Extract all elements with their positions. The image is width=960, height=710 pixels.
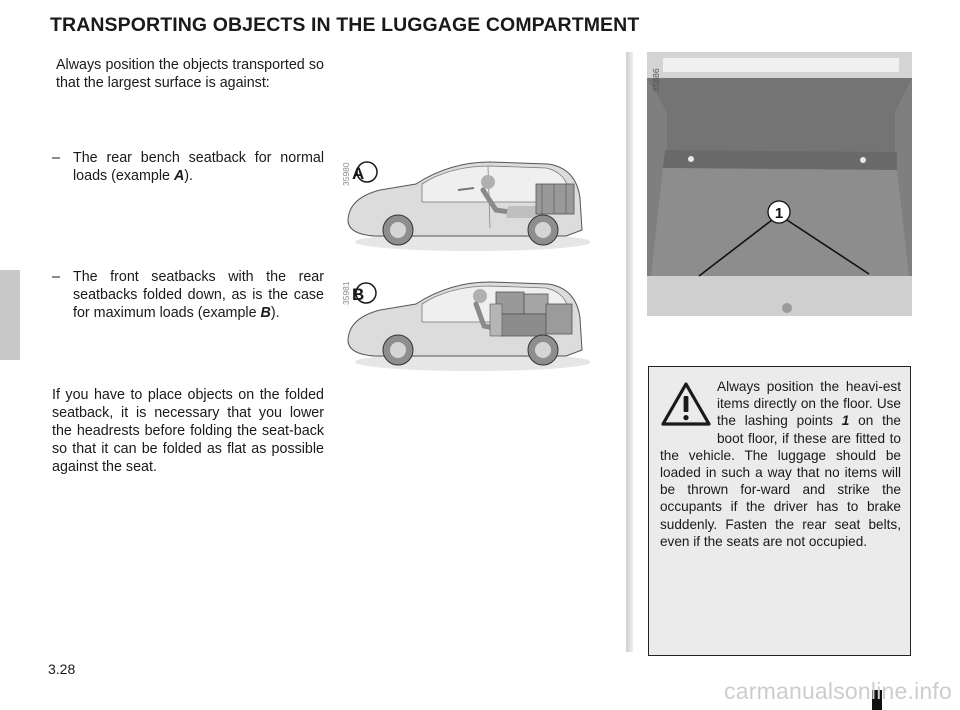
page-title: TRANSPORTING OBJECTS IN THE LUGGAGE COMPARTMENT xyxy=(50,14,640,36)
list-dash: – xyxy=(52,269,60,285)
column-divider xyxy=(626,52,633,652)
list-dash: – xyxy=(52,150,60,166)
lashing-point-ref: 1 xyxy=(841,413,850,429)
example-ref-a: A xyxy=(173,168,185,184)
example-ref-b: B xyxy=(260,305,271,321)
list-item-text: The front seatbacks with the rear seatbacks folded down, as is the case for maximum loads (example B). xyxy=(73,269,324,321)
figure-code-b: 35981 xyxy=(341,281,351,305)
car-illustration-a xyxy=(338,150,590,255)
figure-label-b: B xyxy=(352,285,365,304)
luggage-compartment-photo xyxy=(647,52,912,316)
warning-text: Always position the heavi-est items directly on the floor. Use the lashing points 1 on the boot floor, if these are fitted to the vehicle. The luggage should be loaded in such a way that no items will be thrown for-ward and strike the occupants if the driver has to brake suddenly. Fasten the rear seat belts, even if the seats are not occupied. xyxy=(660,379,901,549)
page-number: 3.28 xyxy=(48,661,76,677)
figure-code-a: 35980 xyxy=(341,162,351,186)
callout-1: 1 xyxy=(774,205,784,222)
watermark: carmanualsonline.info xyxy=(724,678,952,704)
intro-paragraph: Always position the objects transported so that the largest surface is against: xyxy=(56,57,324,91)
section-tab xyxy=(0,270,20,360)
list-item-text: The rear bench seatback for normal loads (example A). xyxy=(73,150,324,184)
list-item-a xyxy=(52,149,324,185)
figure-label-a: A xyxy=(352,164,365,183)
car-illustration-b xyxy=(338,270,590,375)
warning-box xyxy=(648,366,911,656)
figure-code-boot: 35886 xyxy=(651,68,661,92)
folded-seat-paragraph: If you have to place objects on the folded seatback, it is necessary that you lower the headrests before folding the seat-back so that it can be folded as flat as possible against the seat. xyxy=(52,387,324,475)
list-item-b xyxy=(52,268,324,322)
